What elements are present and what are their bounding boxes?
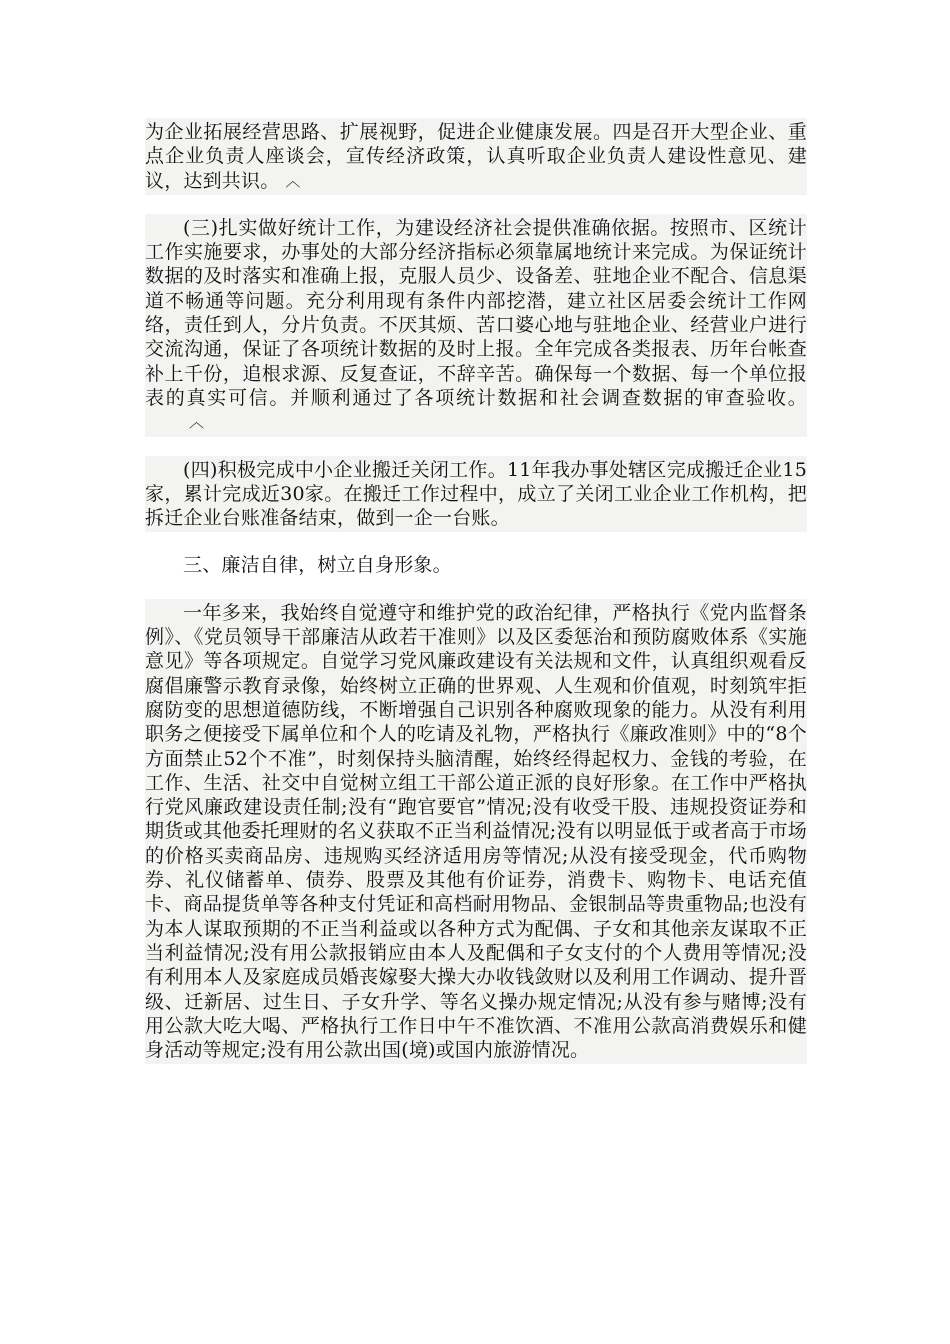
paragraph-integrity [145,599,807,1065]
paragraph-statistics-work [145,214,807,437]
section-heading [145,551,807,579]
paragraph-text: (三)扎实做好统计工作，为建设经济社会提供准确依据。按照市、区统计工作实施要求，办事处的大部分经济指标必须靠属地统计来完成。为保证统计数据的及时落实和准确上报，克服人员少、设备差、驻地企业不配合、信息渠道不畅通等问题。充分利用现有条件内部挖潜，建立社区居委会统计工作网络，责任到人，分片负责。不厌其烦、苦口婆心地与驻地企业、经营业户进行交流沟通，保证了各项统计数据的及时上报。全年完成各类报表、历年台帐查补上千份，追根求源、反复查证，不辞辛苦。确保每一个数据、每一个单位报表的真实可信。并顺利通过了各项统计数据和社会调查数据的审查验收。 [145,216,807,409]
heading-text: 三、廉洁自律，树立自身形象。 [183,554,452,577]
paragraph-continuation [145,118,807,195]
paragraph-text: 为企业拓展经营思路、扩展视野，促进企业健康发展。四是召开大型企业、重点企业负责人座谈会，宣传经济政策，认真听取企业负责人建设性意见、建议，达到共识。 [145,121,807,192]
collapse-caret-icon[interactable]: ︿ [189,413,205,432]
collapse-caret-icon[interactable]: ︿ [285,171,301,190]
paragraph-enterprise-relocation [145,456,807,533]
paragraph-text: 一年多来，我始终自觉遵守和维护党的政治纪律，严格执行《党内监督条例》、《党员领导干部廉洁从政若干准则》以及区委惩治和预防腐败体系《实施意见》等各项规定。自觉学习党风廉政建设有关法规和文件，认真组织观看反腐倡廉警示教育录像，始终树立正确的世界观、人生观和价值观，时刻筑牢拒腐防变的思想道德防线，不断增强自己识别各种腐败现象的能力。从没有利用职务之便接受下属单位和个人的吃请及礼物，严格执行《廉政准则》中的“8个方面禁止52个不准”，时刻保持头脑清醒，始终经得起权力、金钱的考验，在工作、生活、社交中自觉树立组工干部公道正派的良好形象。在工作中严格执行党风廉政建设责任制;没有“跑官要官”情况;没有收受干股、违规投资证券和期货或其他委托理财的名义获取不正当利益情况;没有以明显低于或者高于市场的价格买卖商品房、违规购买经济适用房等情况;从没有接受现金，代币购物券、礼仪储蓄单、债券、股票及其他有价证券，消费卡、购物卡、电话充值卡、商品提货单等各种支付凭证和高档耐用物品、金银制品等贵重物品;也没有为本人谋取预期的不正当利益或以各种方式为配偶、子女和其他亲友谋取不正当利益情况;没有用公款报销应由本人及配偶和子女支付的个人费用等情况;没有利用本人及家庭成员婚丧嫁娶大操大办收钱敛财以及利用工作调动、提升晋级、迁新居、过生日、子女升学、等名义操办规定情况;从没有参与赌博;没有用公款大吃大喝、严格执行工作日中午不准饮酒、不准用公款高消费娱乐和健身活动等规定;没有用公款出国(境)或国内旅游情况。 [145,601,807,1062]
paragraph-text: (四)积极完成中小企业搬迁关闭工作。11年我办事处辖区完成搬迁企业15家，累计完成近30家。在搬迁工作过程中，成立了关闭工业企业工作机构，把拆迁企业台账准备结束，做到一企一台账。 [145,458,807,530]
document-page [145,118,807,1083]
